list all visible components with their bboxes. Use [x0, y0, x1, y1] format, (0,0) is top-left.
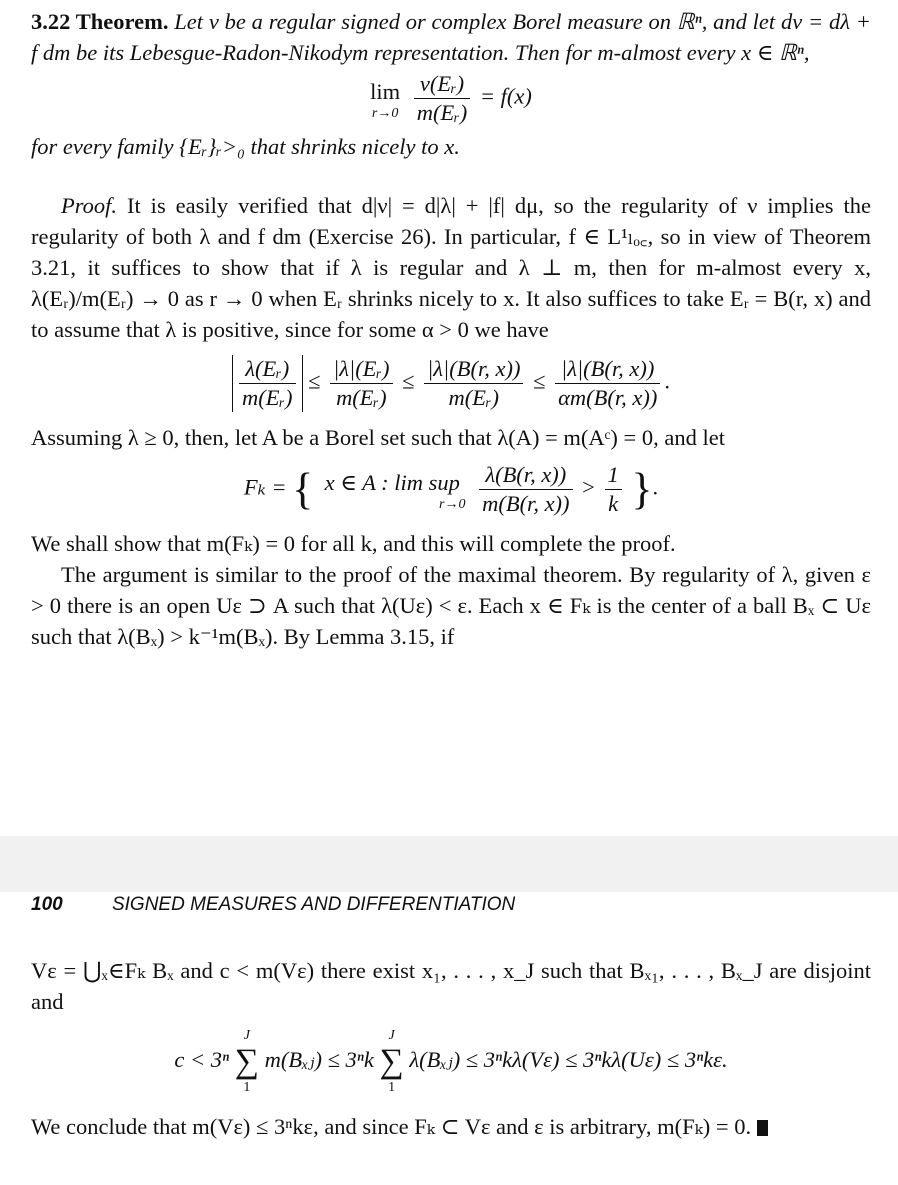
equation-rhs: = f(x): [479, 83, 532, 109]
fk-set-sub: r→0: [439, 497, 466, 512]
proof-paragraph-2: Assuming λ ≥ 0, then, let A be a Borel set such that λ(A) = m(Aᶜ) = 0, and let: [31, 425, 725, 450]
sigma-2: ∑: [379, 1043, 404, 1080]
one: 1: [605, 461, 622, 490]
ineq-f2-den: m(Eᵣ): [336, 385, 387, 410]
fraction-denominator: m(Eᵣ): [416, 100, 468, 125]
ineq-fraction-3: [424, 355, 523, 412]
sum-lower-1: 1: [243, 1080, 251, 1095]
fraction-numerator: ν(Eᵣ): [414, 70, 471, 99]
k: k: [608, 491, 619, 516]
running-title: SIGNED MEASURES AND DIFFERENTIATION: [111, 894, 516, 915]
running-header: [31, 889, 515, 920]
left-brace: {: [292, 464, 314, 514]
theorem-fraction: [414, 70, 471, 127]
sum-operator-2: [380, 1027, 404, 1097]
lim-operator: [370, 76, 400, 121]
sum-operator-1: [235, 1027, 259, 1097]
le-sign-1: ≤: [308, 368, 321, 394]
proof-label: Proof.: [61, 193, 118, 218]
ineq-f2-num: |λ|(Eᵣ): [330, 355, 392, 384]
ineq-f1-num: λ(Eᵣ): [239, 355, 296, 384]
theorem-text-1: Let ν be a regular signed or complex Borel measure on ℝⁿ, and let dν = dλ + f dm be its Lebesgue-Radon-Nikodym representation. Then for m-almost every x ∈ ℝⁿ,: [31, 9, 871, 65]
ineq-f3-den: m(Eᵣ): [448, 385, 500, 410]
le-sign-3: ≤: [533, 368, 546, 394]
proof-paragraph-1: [31, 190, 871, 345]
sum-inequality: [31, 1027, 871, 1097]
proof-paragraph-3: We shall show that m(Fₖ) = 0 for all k, and this will complete the proof.: [31, 531, 676, 556]
inequality-chain: $\frac{\text{λ(Eᵣ)}}{\text{m(Eᵣ)}}$ ≤ $\frac{\text{|λ|(Eᵣ)}}{\text{m(Eᵣ)}}$ ≤ $\frac{|\lambda|(B(r, x))}{\text{m(Eᵣ)}}$ ≤ $\frac{|\lambda|(B(r, x))}{\alpha m(B(r, x))}$ .: [31, 355, 871, 412]
sum-upper-1: J: [243, 1028, 250, 1043]
sum-term-1: m(Bₓⱼ) ≤ 3ⁿk: [264, 1047, 374, 1073]
theorem-statement: [31, 6, 871, 68]
ineq-f3-num: |λ|(B(r, x)): [424, 355, 523, 384]
page-separator: [0, 836, 898, 892]
ineq-f4-num: |λ|(B(r, x)): [555, 355, 660, 384]
sum-term-2: λ(Bₓⱼ) ≤ 3ⁿkλ(Vε) ≤ 3ⁿkλ(Uε) ≤ 3ⁿkε.: [409, 1047, 728, 1073]
qed-square-icon: [757, 1120, 768, 1136]
lim-sub: r→0: [371, 106, 399, 121]
page-lower: [31, 955, 871, 1142]
theorem-limit-equation: [31, 70, 871, 127]
page-number: 100: [31, 894, 63, 915]
limsup-operator: [319, 467, 465, 512]
fk-num: λ(B(r, x)): [479, 461, 572, 490]
theorem-text-2: for every family {Eᵣ}ᵣ>₀ that shrinks nicely to x.: [31, 134, 460, 159]
page2-paragraph-1: Vε = ⋃ₓ∈Fₖ Bₓ and c < m(Vε) there exist x₁, . . . , x_J such that Bₓ₁, . . . , Bₓ_J are disjoint and: [31, 958, 871, 1014]
right-brace: }: [631, 464, 653, 514]
ineq-f1-den: m(Eᵣ): [242, 385, 293, 410]
sigma-1: ∑: [234, 1043, 259, 1080]
proof-paragraph-4: The argument is similar to the proof of the maximal theorem. By regularity of λ, given ε > 0 there is an open Uε ⊃ A such that λ(Uε) < ε. Each x ∈ Fₖ is the center of a ball Bₓ ⊂ Uε such that λ(Bₓ) > k⁻¹m(Bₓ). By Lemma 3.15, if: [31, 562, 871, 649]
sum-lhs: c < 3ⁿ: [174, 1047, 230, 1073]
ineq-fraction-2: [330, 355, 392, 412]
lim-label: lim: [370, 79, 401, 104]
theorem-number: 3.22 Theorem.: [31, 9, 169, 34]
fk-lhs: Fₖ =: [243, 474, 287, 500]
gt-sign: >: [582, 474, 595, 500]
conclusion: [31, 1111, 871, 1142]
fk-definition: Fₖ = { x ∈ A : lim sup r→0 $\frac{\lambda(B(r, x))}{m(B(r, x))}$ > $\frac{1}{k}$ }.: [243, 462, 659, 516]
fk-den: m(B(r, x)): [482, 491, 570, 516]
sum-lower-2: 1: [388, 1080, 396, 1095]
le-sign-2: ≤: [402, 368, 415, 394]
page-upper: [31, 6, 871, 652]
ineq-f4-den: αm(B(r, x)): [558, 385, 658, 410]
ineq-fraction-4: [555, 355, 660, 412]
proof-text-1: It is easily verified that d|ν| = d|λ| + |f| dμ, so the regularity of ν implies the regularity of both λ and f dm (Exercise 26). In particular, f ∈ L¹ₗₒ꜀, so in view of Theorem 3.21, it suffices to show that if λ is regular and λ ⊥ m, then for m-almost every x, λ(Eᵣ)/m(Eᵣ) → 0 as r → 0 when Eᵣ shrinks nicely to x. It also suffices to take Eᵣ = B(r, x) and to assume that λ is positive, since for some α > 0 we have: [31, 193, 871, 342]
sum-upper-2: J: [388, 1028, 395, 1043]
one-over-k: [605, 461, 622, 518]
fk-fraction: [479, 461, 572, 518]
fk-set-start: x ∈ A : lim sup: [324, 470, 460, 495]
ineq-fraction-1: [239, 355, 296, 412]
abs-value: [232, 355, 303, 412]
conclusion-text: We conclude that m(Vε) ≤ 3ⁿkε, and since Fₖ ⊂ Vε and ε is arbitrary, m(Fₖ) = 0.: [31, 1114, 752, 1139]
